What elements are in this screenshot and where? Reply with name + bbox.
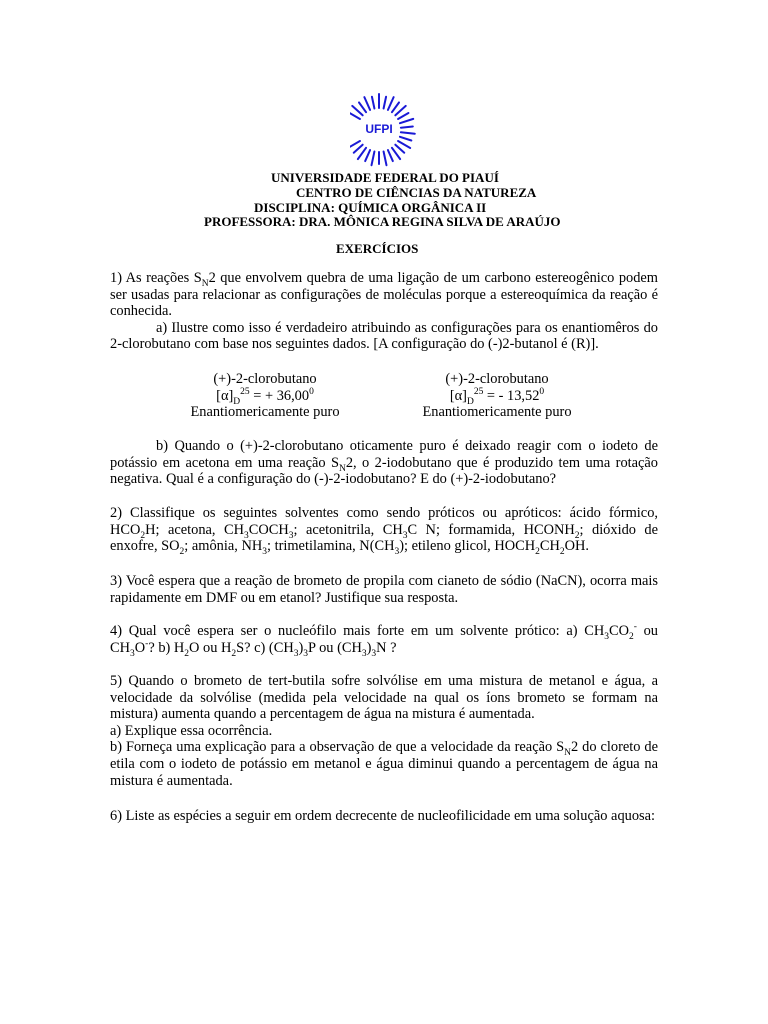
logo-ray bbox=[400, 137, 411, 141]
logo-ray bbox=[350, 141, 360, 148]
question-5: 5) Quando o brometo de tert-butila sofre solvólise em uma mistura de metanol e água, a velocidade da solvólise (medida pela velocidade na qual os íons brometo se formam na mistura) aumenta quando a percentagem de água na mistura é aumentada. a) Explique essa ocorrência. b) Forneça uma explicação para a observação de que a velocidade da reação $S_N2$ do cloreto de etila com o iodeto de potássio em metanol e água diminui quando a percentagem de água na mistura é aumentada. bbox=[110, 673, 659, 789]
logo-ray bbox=[398, 113, 408, 119]
data-left: (+)-2-clorobutano $[\alpha]_D^{25}$ = + $36,00^0$ Enantiomericamente puro bbox=[190, 371, 340, 421]
question-5a: a) Explique essa ocorrência. bbox=[110, 722, 273, 739]
logo-ray bbox=[372, 97, 374, 109]
logo-ray bbox=[401, 132, 415, 133]
data-right: (+)-2-clorobutano $[\alpha]_D^{25}$ = - 13,52$^0$ Enantiomericamente puro bbox=[422, 371, 572, 421]
question-5b: b) Forneça uma explicação para a observação de que a velocidade da reação $S_N2$ do cloreto de etila com o iodeto de potássio em metanol e água diminui quando a percentagem de água na mistura é aumentada. bbox=[110, 739, 659, 789]
logo-ray bbox=[359, 102, 366, 112]
logo-ray bbox=[384, 152, 387, 166]
logo-ray bbox=[358, 148, 366, 159]
question-2: 2) Classifique os seguintes solventes como sendo próticos ou apróticos: ácido fórmico, $HCO_2H$; acetona, $CH_3COCH_3$; acetonitrila, $CH_3C$ N; formamida, $HCONH_2$; dióxido de enxofre, $SO_2$; amônia, $NH_3$; trimetilamina, $N(CH_3)$; etileno glicol, $HOCH_2CH_2OH$. bbox=[110, 505, 659, 558]
logo-ray bbox=[398, 141, 410, 148]
university-name: UNIVERSIDADE FEDERAL DO PIAUÍ bbox=[271, 170, 499, 185]
logo-ray bbox=[388, 150, 393, 161]
logo-ray bbox=[384, 97, 386, 109]
logo-ray bbox=[388, 97, 394, 110]
logo-ray bbox=[392, 102, 399, 112]
logo-ray bbox=[372, 152, 375, 166]
professor: PROFESSORA: DRA. MÔNICA REGINA SILVA DE ARAÚJO bbox=[204, 214, 561, 229]
logo-ray bbox=[392, 148, 400, 159]
logo-ray bbox=[395, 106, 405, 115]
question-1b: b) Quando o (+)-2-clorobutano oticamente puro é deixado reagir com o iodeto de potássio em acetona em uma reação $S_N2$, o 2-iodobutano que é produzido tem uma rotação negativa. Qual é a configuração do (-)-2-iodobutano? E do (+)-2-iodobutano? bbox=[110, 438, 658, 488]
logo-ray bbox=[400, 119, 413, 123]
ufpi-logo-icon bbox=[350, 92, 422, 168]
logo-ray bbox=[365, 150, 370, 161]
center-name: CENTRO DE CIÊNCIAS DA NATUREZA bbox=[296, 185, 537, 200]
page-title: EXERCÍCIOS bbox=[336, 241, 419, 256]
question-1: 1) As reações $S_N2$ que envolvem quebra de uma ligação de um carbono estereogênico podem ser usadas para relacionar as configurações de moléculas porque a estereoquímica da reação é conhecida. a) Ilustre como isso é verdadeiro atribuindo as configurações para os enantiomêros do 2-clorobutano com base nos seguintes dados. [A configuração do (-)2-butanol é (R)]. bbox=[110, 270, 658, 353]
logo-ray bbox=[354, 145, 363, 153]
logo-ray bbox=[395, 145, 404, 153]
logo-ray bbox=[401, 126, 413, 127]
logo-text: UFPI bbox=[365, 122, 393, 136]
question-4: 4) Qual você espera ser o nucleófilo mais forte em um solvente prótico: a) $CH_3CO_2^-$ ou $CH_3O^-$? b) $H_2O$ ou $H_2S$? c) $(CH_3)_3P$ ou $(CH_3)_3N$ ? bbox=[110, 622, 658, 659]
question-1a: a) Ilustre como isso é verdadeiro atribuindo as configurações para os enantiomêros do 2-clorobutano com base nos seguintes dados. [A configuração do (-)2-butanol é (R)]. bbox=[110, 319, 658, 353]
discipline: DISCIPLINA: QUÍMICA ORGÂNICA II bbox=[254, 200, 487, 215]
logo-ray bbox=[364, 97, 370, 110]
question-3: 3) Você espera que a reação de brometo de propila com cianeto de sódio (NaCN), ocorra mais rapidamente em DMF ou em etanol? Justifique sua resposta. bbox=[110, 573, 658, 606]
logo-ray bbox=[350, 113, 360, 119]
question-6: 6) Liste as espécies a seguir em ordem decrecente de nucleofilicidade em uma solução aquosa: bbox=[110, 808, 656, 824]
logo-ray bbox=[352, 106, 362, 115]
